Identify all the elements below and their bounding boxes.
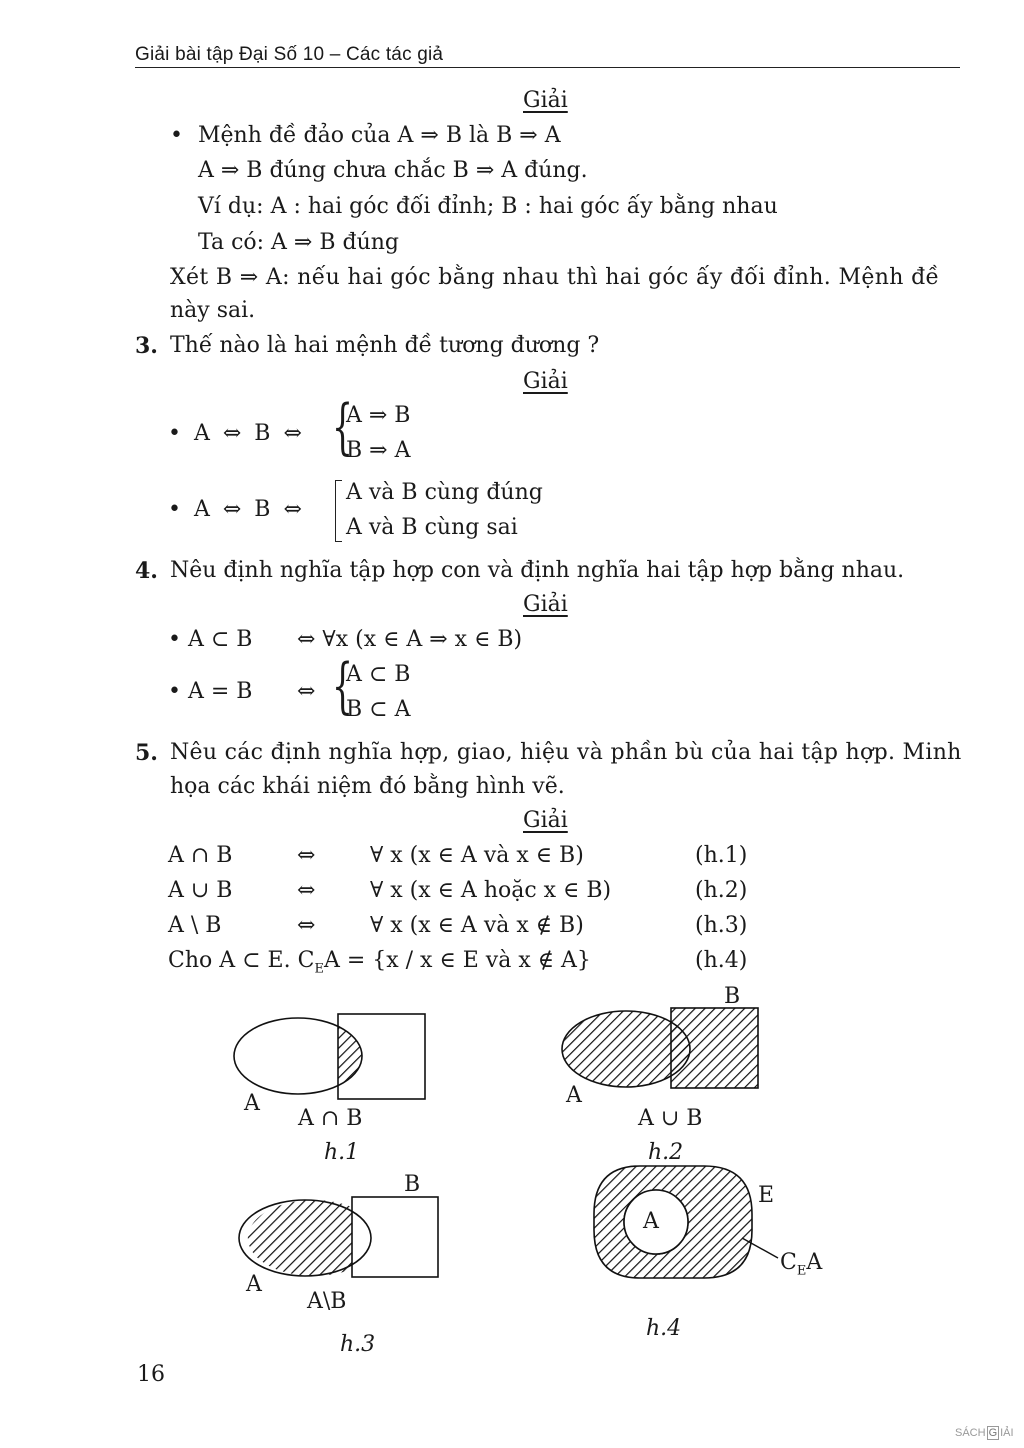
fig-label-e: E (758, 1183, 775, 1208)
fig-caption: A ∪ B (638, 1106, 703, 1131)
question-text: Thế nào là hai mệnh đề tương đương ? (170, 333, 600, 358)
fig-name: h.3 (340, 1332, 376, 1357)
solution-heading: Giải (523, 369, 568, 394)
fig-label-b: B (404, 1172, 421, 1197)
answer-line: Ta có: A ⇒ B đúng (198, 230, 400, 255)
subset-right: ⇔ ∀x (x ∈ A ⇒ x ∈ B) (297, 627, 523, 652)
bracket-line: A và B cùng sai (346, 515, 518, 540)
fig-label-a: A (246, 1272, 262, 1297)
figure-h4 (594, 1166, 778, 1278)
def-eq: ⇔ (297, 913, 316, 938)
difference-hatch (248, 1200, 352, 1276)
figure-h2 (562, 1008, 758, 1088)
publisher-logo: SÁCH G IẢI (955, 1427, 1014, 1439)
bullet: • (170, 123, 183, 148)
curly-brace: { (332, 392, 354, 462)
solution-heading: Giải (523, 808, 568, 833)
equal-left: • A = B (168, 679, 253, 704)
question-text: Nêu các định nghĩa hợp, giao, hiệu và phần bù của hai tập hợp. Minh (170, 740, 962, 765)
def-ref: (h.3) (695, 913, 748, 938)
fig-label-a: A (566, 1083, 582, 1108)
equiv-sign: ⇔ (297, 679, 316, 704)
subset-left: • A ⊂ B (168, 627, 253, 652)
fig-caption: A\B (307, 1289, 347, 1314)
def-lhs: A \ B (168, 913, 222, 938)
brace-line: A ⊂ B (346, 662, 411, 687)
fig-name: h.1 (324, 1140, 360, 1165)
fig-label-complement: $C_EA$ (780, 1250, 823, 1279)
def-ref: (h.1) (695, 843, 748, 868)
def-lhs: A ∩ B (168, 843, 233, 868)
set-b-square (671, 1008, 758, 1088)
question-number: 3. (135, 333, 158, 359)
fig-name: h.4 (646, 1316, 682, 1341)
question-number: 4. (135, 558, 158, 584)
def-eq: ⇔ (297, 843, 316, 868)
fig-name: h.2 (648, 1140, 684, 1165)
page-number: 16 (137, 1362, 165, 1387)
fig-label-a: A (643, 1209, 659, 1234)
brace-line: B ⊂ A (346, 697, 411, 722)
def-ref: (h.4) (695, 948, 748, 973)
set-b-square (352, 1197, 438, 1277)
answer-line: Xét B ⇒ A: nếu hai góc bằng nhau thì hai góc ấy đối đỉnh. Mệnh đề (170, 265, 940, 290)
figure-h3 (239, 1197, 438, 1277)
def-rhs: ∀ x (x ∈ A hoặc x ∈ B) (370, 878, 612, 903)
answer-line: Mệnh đề đảo của A ⇒ B là B ⇒ A (198, 123, 561, 148)
complement-def: Cho A ⊂ E. $C_EA = \{x / x$ ∈ E và x ∉ A} (168, 948, 591, 977)
answer-line: A ⇒ B đúng chưa chắc B ⇒ A đúng. (198, 158, 588, 183)
brace-line: A ⇒ B (346, 403, 411, 428)
answer-line: Ví dụ: A : hai góc đối đỉnh; B : hai góc ấy bằng nhau (198, 194, 778, 219)
equiv-left: • A ⇔ B ⇔ (168, 421, 302, 446)
question-text: họa các khái niệm đó bằng hình vẽ. (170, 774, 565, 799)
running-header: Giải bài tập Đại Số 10 – Các tác giả (135, 44, 444, 65)
equiv-left: • A ⇔ B ⇔ (168, 497, 302, 522)
fig-caption: A ∩ B (298, 1106, 363, 1131)
answer-line: này sai. (170, 298, 256, 323)
question-number: 5. (135, 740, 158, 766)
question-text: Nêu định nghĩa tập hợp con và định nghĩa hai tập hợp bằng nhau. (170, 558, 905, 583)
def-ref: (h.2) (695, 878, 748, 903)
bracket-line: A và B cùng đúng (346, 480, 543, 505)
fig-label-a: A (244, 1091, 260, 1116)
solution-heading: Giải (523, 88, 568, 113)
def-rhs: ∀ x (x ∈ A và x ∉ B) (370, 913, 584, 938)
def-eq: ⇔ (297, 878, 316, 903)
solution-heading: Giải (523, 592, 568, 617)
fig-label-b: B (724, 984, 741, 1009)
def-lhs: A ∪ B (168, 878, 233, 903)
def-rhs: ∀ x (x ∈ A và x ∈ B) (370, 843, 584, 868)
brace-line: B ⇒ A (346, 438, 411, 463)
curly-brace: { (332, 651, 354, 721)
figure-h1 (234, 1014, 425, 1099)
